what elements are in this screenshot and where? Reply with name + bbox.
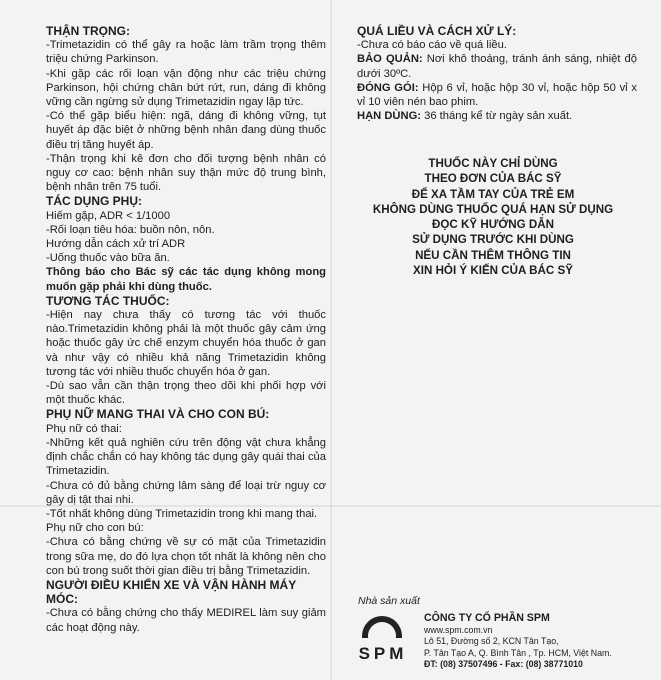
pregnancy-heading: PHỤ NỮ MANG THAI VÀ CHO CON BÚ: <box>46 407 270 422</box>
warning-line: THUỐC NÀY CHỈ DÙNG <box>428 157 558 170</box>
company-address-2: P. Tân Tạo A, Q. Bình Tân , Tp. HCM, Việt Nam. <box>424 647 612 658</box>
side-effects-heading: TÁC DỤNG PHỤ: <box>46 194 142 209</box>
pregnancy-line: -Tốt nhất không dùng Trimetazidin trong khi mang thai. <box>46 507 318 520</box>
spm-logo <box>352 616 414 664</box>
precaution-line: -Có thể gặp biểu hiện: ngã, dáng đi không vững, tụt huyết áp đặc biệt ở những bệnh nhân đang dùng thuốc điều trị tăng huyết áp. <box>46 110 326 151</box>
overdose-line: -Chưa có báo cáo về quá liều. <box>357 39 507 52</box>
company-address-1: Lô 51, Đường số 2, KCN Tân Tạo, <box>424 636 559 647</box>
precaution-line: -Khi gặp các rối loạn vận động như các triệu chứng Parkinson, hội chứng chân bứt rứt, run, dáng đi không vững cần ngừng sử dụng Trimetazidin ngay lập tức. <box>46 67 326 109</box>
left-column <box>46 24 326 635</box>
pregnancy-line: Phụ nữ cho con bú: <box>46 522 144 535</box>
driving-heading: NGƯỜI ĐIỀU KHIỂN XE VÀ VẬN HÀNH MÁY MÓC: <box>46 577 296 607</box>
warning-line: ĐỂ XA TẦM TAY CỦA TRẺ EM <box>411 187 575 201</box>
company-phone: ĐT: (08) 37507496 - Fax: (08) 38771010 <box>424 658 583 669</box>
precaution-line: -Thận trọng khi kê đơn cho đối tượng bệnh nhân có nguy cơ cao: bệnh nhân suy thận mức độ trung bình, bệnh nhân trên 75 tuổi. <box>46 152 326 194</box>
precaution-line: -Trimetazidin có thể gây ra hoặc làm trầm trọng thêm triệu chứng Parkinson. <box>46 39 326 66</box>
interactions-heading: TƯƠNG TÁC THUỐC: <box>46 293 170 308</box>
warning-line: SỬ DỤNG TRƯỚC KHI DÙNG <box>412 233 574 247</box>
pregnancy-line: -Những kết quả nghiên cứu trên động vật chưa khẳng định chắc chắn có hay không tác dụng gây quái thai của Trimetazidin. <box>46 436 326 478</box>
side-effect-line: Hướng dẫn cách xử trí ADR <box>46 238 186 251</box>
company-website: www.spm.com.vn <box>424 625 493 635</box>
precautions-heading: THẬN TRỌNG: <box>46 24 130 38</box>
warning-line: THEO ĐƠN CỦA BÁC SỸ <box>424 172 562 186</box>
company-name: CÔNG TY CỔ PHẦN SPM <box>424 612 550 624</box>
storage-info <box>357 52 637 80</box>
side-effect-line: -Uống thuốc vào bữa ăn. <box>46 252 170 265</box>
packaging-info <box>357 81 637 109</box>
manufacturer-label: Nhà sản xuất <box>358 595 420 607</box>
driving-line: -Chưa có bằng chứng cho thấy MEDIREL làm suy giảm các hoạt động này. <box>46 607 326 634</box>
right-column <box>357 24 637 123</box>
interaction-line: -Dù sao vẫn cần thận trọng theo dõi khi phối hợp với một thuốc khác. <box>46 380 326 407</box>
interaction-line: -Hiện nay chưa thấy có tương tác với thuốc nào.Trimetazidin không phải là một thuốc gây cảm ứng hoặc thuốc gây ức chế enzym chuyển hóa thuốc ở gan và như vậy có nhiều khả năng Trimetazidin không tương tác với nhiều thuốc chuyển hóa ở gan. <box>46 309 326 378</box>
packaging-label: ĐÓNG GÓI: <box>357 81 419 94</box>
storage-text: Nơi khô thoáng, tránh ánh sáng, nhiệt độ dưới 30ºC. <box>357 53 637 80</box>
side-effect-notice: Thông báo cho Bác sỹ các tác dụng không mong muốn gặp phải khi dùng thuốc. <box>46 266 326 293</box>
logo-text: SPM <box>358 644 408 663</box>
shelf-life-info <box>357 109 637 123</box>
warning-line: KHÔNG DÙNG THUỐC QUÁ HẠN SỬ DỤNG <box>372 202 614 216</box>
shelf-life-label: HẠN DÙNG: <box>357 110 422 123</box>
warning-line: ĐỌC KỸ HƯỚNG DẪN <box>432 218 554 232</box>
pregnancy-line: -Chưa có đủ bằng chứng lâm sàng để loại trừ nguy cơ gây dị tật thai nhi. <box>46 479 326 506</box>
side-effect-line: Hiếm gặp, ADR < 1/1000 <box>46 209 171 222</box>
side-effect-line: -Rối loạn tiêu hóa: buồn nôn, nôn. <box>46 223 215 236</box>
warning-block <box>357 156 629 278</box>
shelf-life-text: 36 tháng kể từ ngày sản xuất. <box>424 110 573 123</box>
overdose-heading: QUÁ LIỀU VÀ CÁCH XỬ LÝ: <box>357 24 517 38</box>
pregnancy-line: Phụ nữ có thai: <box>46 422 122 435</box>
warning-line: XIN HỎI Ý KIẾN CỦA BÁC SỸ <box>413 264 573 278</box>
warning-line: NẾU CẦN THÊM THÔNG TIN <box>415 248 571 262</box>
pregnancy-line: -Chưa có bằng chứng về sự có mặt của Trimetazidin trong sữa mẹ, do đó lựa chọn tốt nhất là không nên cho con bú trong suốt thời gian điều trị bằng Trimetazidin. <box>46 536 326 577</box>
storage-label: BẢO QUẢN: <box>357 53 423 66</box>
fold-line-vertical <box>330 0 332 680</box>
packaging-text: Hộp 6 vỉ, hoặc hộp 30 vỉ, hoặc hộp 50 vỉ x vỉ 10 viên nén bao phim. <box>357 81 637 109</box>
company-info <box>424 612 654 670</box>
